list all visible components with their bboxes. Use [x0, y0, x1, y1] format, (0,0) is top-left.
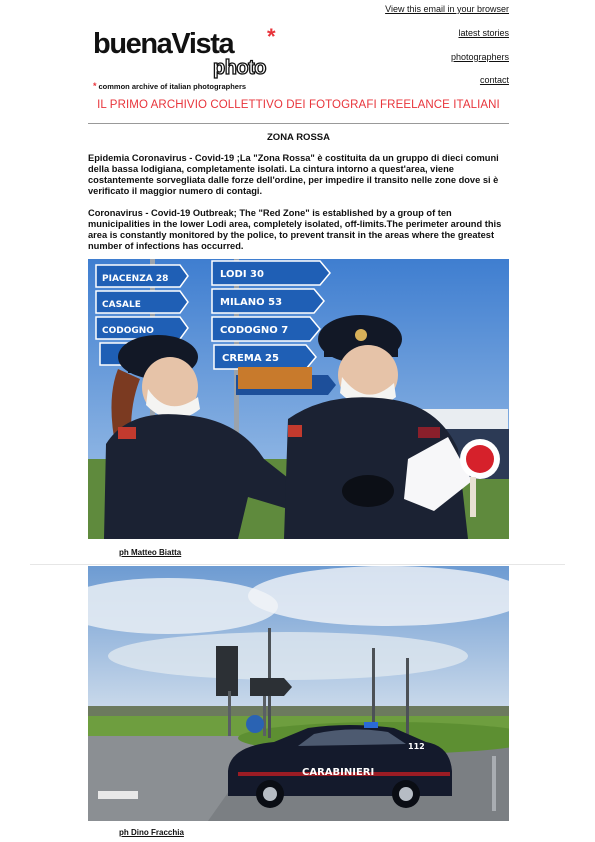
photo-credit-link[interactable]: ph Matteo Biatta — [119, 548, 182, 557]
sign-codogno: CODOGNO 7 — [220, 325, 289, 336]
header-divider — [88, 123, 509, 124]
sign-codogno-left: CODOGNO — [102, 326, 154, 336]
tagline-text: common archive of italian photographers — [98, 82, 247, 91]
section-separator — [30, 564, 565, 565]
car-label: CARABINIERI — [302, 767, 375, 778]
view-in-browser-link[interactable]: View this email in your browser — [385, 4, 509, 14]
nav-latest-stories[interactable]: latest stories — [458, 28, 509, 38]
tagline-asterisk-icon: * — [93, 81, 97, 91]
nav-contact[interactable]: contact — [479, 75, 509, 85]
police-photo-illustration — [88, 259, 509, 539]
carabinieri-photo-illustration — [88, 566, 509, 821]
sign-piacenza: PIACENZA 28 — [102, 274, 169, 284]
sign-milano: MILANO 53 — [220, 297, 283, 308]
newsletter-headline: IL PRIMO ARCHIVIO COLLETTIVO DEI FOTOGRAFI FREELANCE ITALIANI — [97, 99, 500, 111]
logo-wordmark: buenaVista — [93, 28, 234, 60]
story-title: ZONA ROSSA — [267, 132, 330, 143]
logo-tagline — [93, 81, 246, 91]
logo-subtitle: photo — [213, 57, 267, 79]
story-photo-police[interactable] — [88, 259, 509, 539]
story-paragraph-english: Coronavirus - Covid-19 Outbreak; The "Red Zone" is established by a group of ten municipalities in the lower Lodi area, completely isolated, off-limits.The perimeter around this area is constantly monitored by the police, to prevent transit in the areas where the greatest number of infections has occurred. — [88, 208, 502, 251]
photo-credit-link-2[interactable]: ph Dino Fracchia — [119, 828, 184, 837]
car-number: 112 — [408, 742, 425, 751]
story-paragraph-italian: Epidemia Coronavirus - Covid-19 ;La "Zona Rossa" è costituita da un gruppo di dieci comuni della bassa lodigiana, completamente isolati. La cintura intorno a quest'area, viene costantemente sorvegliata dalle forze dell'ordine, per impedire il transito nelle zone dove si è verificato il maggior numero di contagi. — [88, 153, 499, 196]
sign-lodi: LODI 30 — [220, 269, 264, 280]
nav-photographers[interactable]: photographers — [450, 51, 509, 62]
logo-asterisk-icon: * — [267, 24, 276, 49]
story-photo-carabinieri[interactable] — [88, 566, 509, 821]
sign-casale: CASALE — [102, 300, 141, 310]
sign-crema: CREMA 25 — [222, 353, 279, 364]
top-nav — [451, 28, 509, 99]
